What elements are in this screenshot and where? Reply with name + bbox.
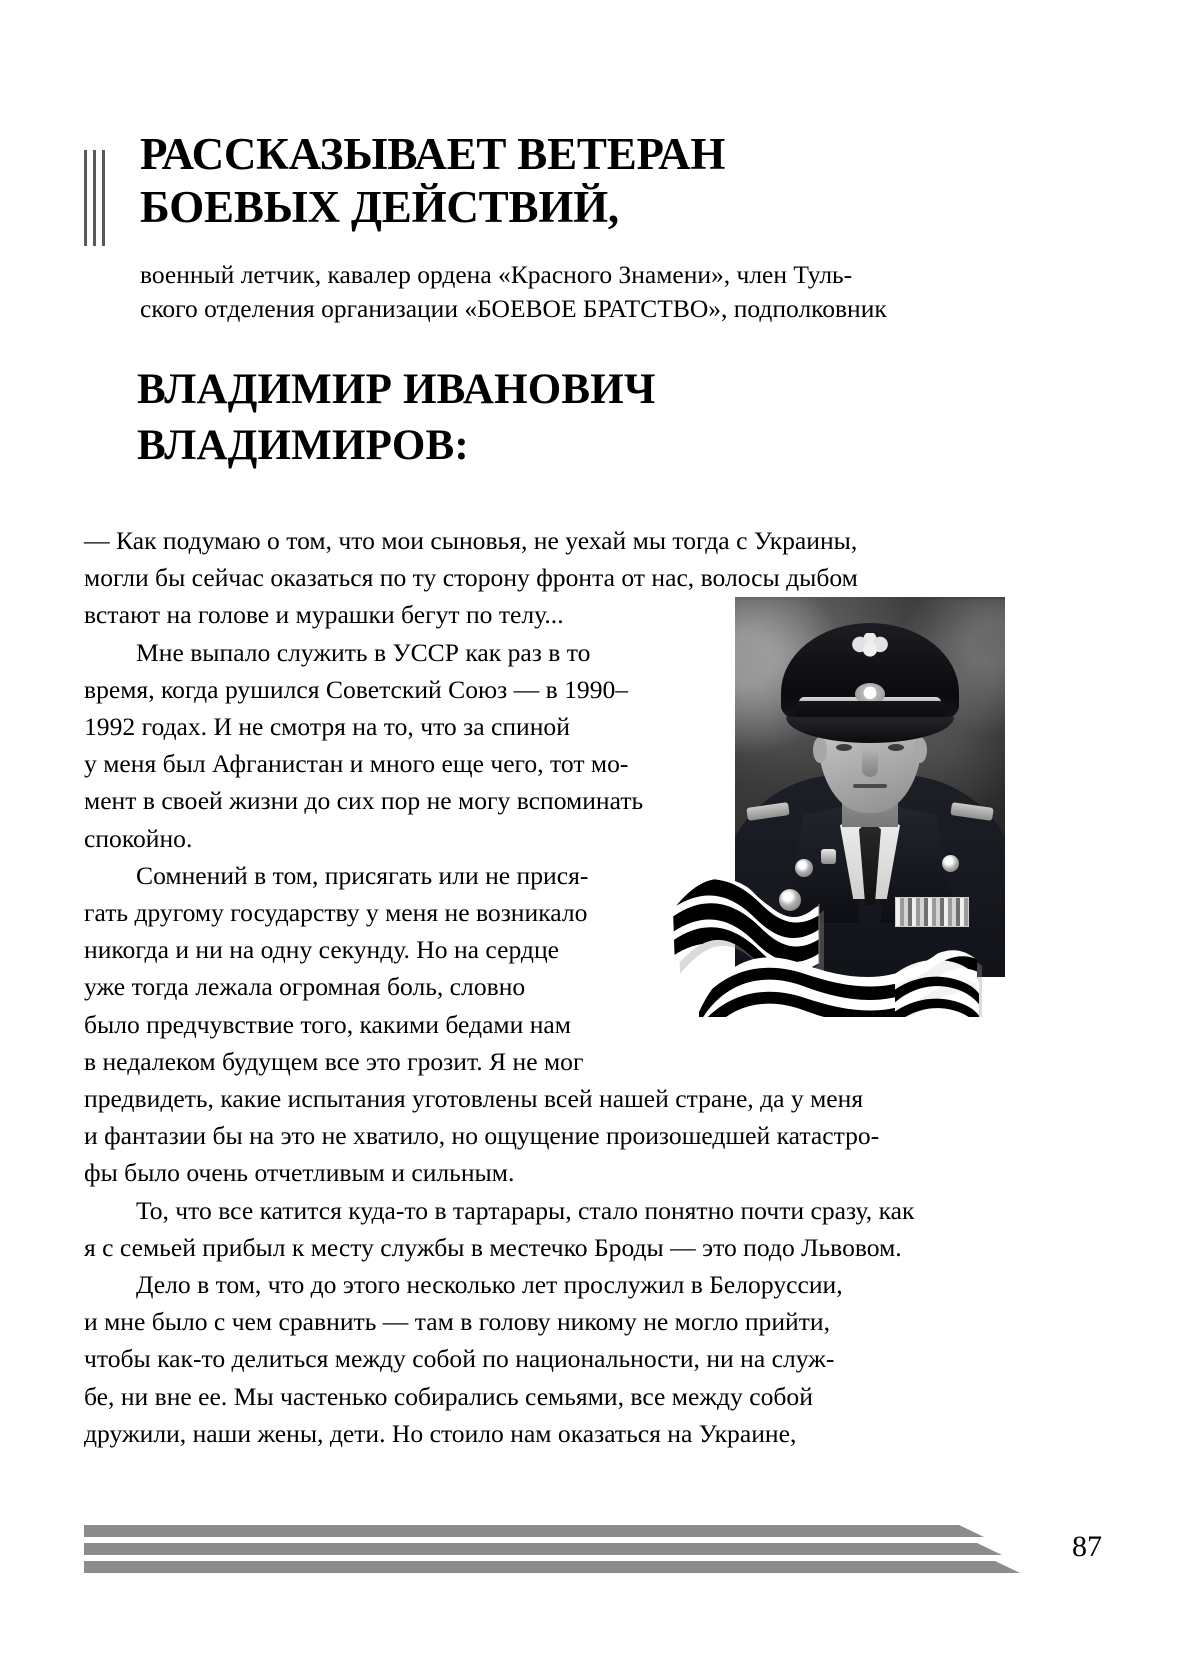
page-title-block	[84, 128, 1004, 234]
title-rule-marks	[84, 150, 110, 246]
photo-badge-left	[821, 849, 836, 864]
photo-eye-left	[836, 744, 852, 751]
photo-nose	[862, 749, 878, 777]
photo-ear-left	[813, 737, 827, 763]
footer-bar-3	[84, 1561, 1020, 1573]
body-line: никогда и ни на одну секунду. Но на сердце	[84, 935, 559, 965]
body-line: Дело в том, что до этого несколько лет прослужил в Белоруссии,	[136, 1270, 843, 1300]
body-line: чтобы как-то делиться между собой по национальности, ни на служ-	[84, 1344, 835, 1374]
photo-order-medal-1	[795, 859, 813, 877]
footer-bar-1	[84, 1525, 984, 1537]
body-line: уже тогда лежала огромная боль, словно	[84, 972, 526, 1002]
photo-eye-right	[888, 744, 904, 751]
paragraph-4	[84, 1192, 1004, 1266]
body-line: и мне было с чем сравнить — там в голову никому не могло прийти,	[84, 1307, 830, 1337]
interviewee-name	[137, 362, 1017, 474]
body-line: время, когда рушился Советский Союз — в 1990–	[84, 674, 629, 704]
body-line: было предчувствие того, какими бедами нам	[84, 1009, 571, 1039]
photo-order-medal-3	[785, 919, 805, 939]
body-line: Сомнений в том, присягать или не прися-	[136, 860, 589, 890]
body-line: спокойно.	[84, 823, 193, 853]
interviewee-name-line-1: ВЛАДИМИР ИВАНОВИЧ	[137, 366, 656, 413]
photo-ribbon-bars	[895, 897, 969, 927]
photo-mouth	[853, 784, 887, 788]
body-line: бе, ни вне ее. Мы частенько собирались семьями, все между собой	[84, 1381, 813, 1411]
body-line: То, что все катится куда-то в тартарары, стало понятно почти сразу, как	[136, 1195, 915, 1225]
paragraph-5	[84, 1266, 1004, 1452]
body-line: могли бы сейчас оказаться по ту сторону фронта от нас, волосы дыбом	[84, 563, 858, 593]
body-line: Мне выпало служить в УССР как раз в то	[136, 637, 591, 667]
page-title-line-1: РАССКАЗЫВАЕТ ВЕТЕРАН	[140, 129, 726, 179]
photo-ear-right	[913, 737, 927, 763]
photo-order-medal-2	[779, 889, 801, 911]
body-line: фы было очень отчетливым и сильным.	[84, 1158, 515, 1188]
interviewee-name-line-2: ВЛАДИМИРОВ:	[137, 421, 469, 469]
photo-badge-right	[942, 855, 959, 872]
subtitle-line-1: военный летчик, кавалер ордена «Красного Знамени», член Туль-	[140, 260, 853, 289]
body-line: гать другому государству у меня не возникало	[84, 898, 588, 928]
body-line: я с семьей прибыл к месту службы в местечко Броды — это подо Львовом.	[84, 1232, 902, 1262]
body-line: встают на голове и мурашки бегут по телу...	[84, 600, 564, 630]
body-line: 1992 годах. И не смотря на то, что за спиной	[84, 712, 570, 742]
page-number: 87	[1072, 1530, 1102, 1563]
body-line: дружили, наши жены, дети. Но стоило нам оказаться на Украине,	[84, 1418, 797, 1448]
subtitle-line-2: ского отделения организации «БОЕВОЕ БРАТСТВО», подполковник	[140, 294, 887, 324]
body-line: — Как подумаю о том, что мои сыновья, не уехай мы тогда с Украины,	[84, 526, 858, 555]
footer-decoration	[84, 1523, 1094, 1583]
subtitle-credentials	[140, 258, 1005, 326]
body-line: мент в своей жизни до сих пор не могу вспоминать	[84, 786, 644, 816]
body-line: у меня был Афганистан и много еще чего, тот мо-	[84, 749, 629, 779]
body-line: и фантазии бы на это не хватило, но ощущение произошедшей катастро-	[84, 1121, 880, 1151]
page-title-line-2: БОЕВЫХ ДЕЙСТВИЙ,	[140, 182, 619, 233]
title-rule-3	[102, 150, 105, 246]
body-line: в недалеком будущем все это грозит. Я не мог	[84, 1046, 584, 1076]
footer-bar-2	[84, 1543, 1002, 1555]
title-rule-1	[84, 150, 87, 246]
body-line: предвидеть, какие испытания уготовлены всей нашей стране, да у меня	[84, 1084, 864, 1114]
portrait-photo	[735, 597, 1005, 977]
photo-cap-eagle-emblem-icon	[852, 633, 888, 663]
title-rule-2	[93, 150, 96, 246]
page-title	[84, 128, 1004, 234]
